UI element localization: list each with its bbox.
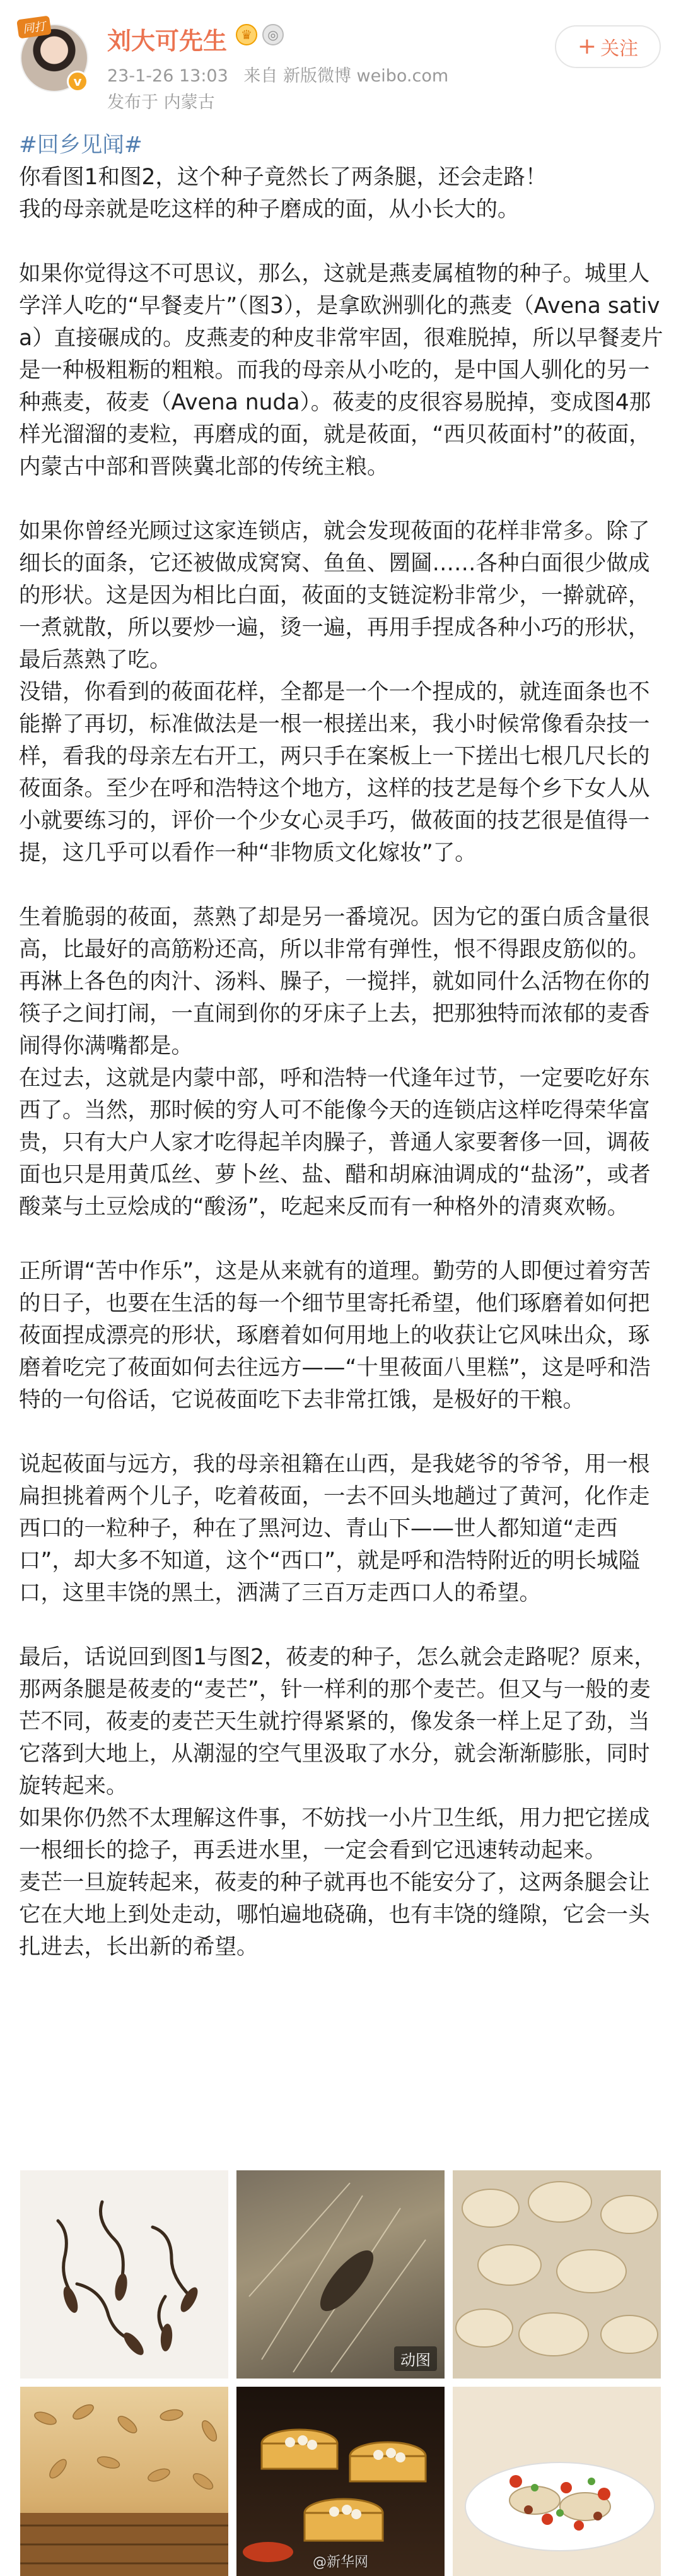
silver-medal-icon[interactable]: ◎ xyxy=(262,24,284,45)
image-awn-closeup[interactable] xyxy=(236,2170,445,2379)
paragraph: 如果你仍然不太理解这件事，不妨找一小片卫生纸，用力把它搓成一根细长的捻子，再丢进水里，一定会看到它迅速转动起来。 xyxy=(19,1806,650,1863)
paragraph: 麦芒一旦旋转起来，莜麦的种子就再也不能安分了，这两条腿会让它在大地上到处走动，哪怕遍地硗确，也有丰饶的缝隙，它会一头扎进去，长出新的希望。 xyxy=(19,1870,650,1960)
post-location: 发布于 内蒙古 xyxy=(107,93,215,112)
gold-medal-icon[interactable]: ♛ xyxy=(236,24,257,45)
paragraph-gap xyxy=(19,869,663,902)
post-timestamp: 23-1-26 13:03 xyxy=(107,66,228,86)
paragraph: 没错，你看到的莜面花样，全都是一个一个捏成的，就连面条也不能擀了再切，标准做法是一根一根搓出来，我小时候常像看杂技一样，看我的母亲左右开工，两只手在案板上一下搓出七根几尺长的莜面条。至少在呼和浩特这个地方，这样的技艺是每个乡下女人从小就要练习的，评价一个少女心灵手巧，做莜面的技艺很是值得一提，这几乎可以看作一种“非物质文化嫁妆”了。 xyxy=(19,679,650,866)
paragraph-gap xyxy=(19,483,663,515)
follow-button[interactable] xyxy=(555,25,661,68)
paragraph: 你看图1和图2，这个种子竟然长了两条腿，还会走路！ xyxy=(19,165,547,190)
post-meta xyxy=(107,62,458,86)
gif-badge: 动图 xyxy=(394,2346,437,2371)
follow-label: 关注 xyxy=(600,38,639,60)
image-youmian-steamers[interactable] xyxy=(236,2387,445,2576)
paragraph-gap xyxy=(19,1223,663,1256)
post-body xyxy=(19,129,663,1963)
paragraph: 正所谓“苦中作乐”，这是从来就有的道理。勤劳的人即便过着穷苦的日子，也要在生活的每一个细节里寄托希望，他们琢磨着如何把莜面捏成漂亮的形状，琢磨着如何用地上的收获让它风味出众，琢磨着吃完了莜面如何去往远方——“十里莜面八里糕”，这是呼和浩特的一句俗话，它说莜面吃下去非常扛饿，是极好的干粮。 xyxy=(19,1259,651,1413)
image-watermark: @新华网 xyxy=(312,2555,368,2570)
paragraph: 如果你曾经光顾过这家连锁店，就会发现莜面的花样非常多。除了细长的面条，它还被做成窝窝、鱼鱼、圐圙……各种白面很少做成的形状。这是因为相比白面，莜面的支链淀粉非常少，一擀就碎，一煮就散，所以要炒一遍，烫一遍，再用手捏成各种小巧的形状，最后蒸熟了吃。 xyxy=(19,519,650,673)
paragraph-gap xyxy=(19,226,663,258)
avatar[interactable] xyxy=(20,20,88,92)
paragraph-gap xyxy=(19,1416,663,1449)
image-naked-oat-grains[interactable] xyxy=(20,2387,228,2576)
plus-icon: + xyxy=(577,33,597,59)
post-source: 来自 新版微博 weibo.com xyxy=(243,66,449,86)
topic-hashtag[interactable]: #回乡见闻# xyxy=(19,132,143,158)
paragraph: 如果你觉得这不可思议，那么，这就是燕麦属植物的种子。城里人学洋人吃的“早餐麦片”（图3），是拿欧洲驯化的燕麦（Avena sativa）直接碾成的。皮燕麦的种皮非常牢固，很难脱掉，所以早餐麦片是一种极粗粝的粗粮。而我的母亲从小吃的，是中国人驯化的另一种燕麦，莜麦（Avena nuda）。莜麦的皮很容易脱掉，变成图4那样光溜溜的麦粒，再磨成的面，就是莜面，“西贝莜面村”的莜面，内蒙古中部和晋陕冀北部的传统主粮。 xyxy=(19,261,663,479)
image-youmian-dish[interactable] xyxy=(453,2387,661,2576)
paragraph: 我的母亲就是吃这样的种子磨成的面，从小长大的。 xyxy=(19,197,520,222)
verified-icon: v xyxy=(67,71,88,92)
paragraph: 说起莜面与远方，我的母亲祖籍在山西，是我姥爷的爷爷，用一根扁担挑着两个儿子，吃着莜面，一去不回头地趟过了黄河，化作走西口的一粒种子，种在了黑河边、青山下——世人都知道“走西口”，却大多不知道，这个“西口”，就是呼和浩特附近的明长城隘口，这里丰饶的黑土，洒满了三百万走西口人的希望。 xyxy=(19,1452,650,1606)
avatar-tag: 同打 xyxy=(16,16,52,39)
paragraph-gap xyxy=(19,1609,663,1642)
paragraph: 在过去，这就是内蒙中部，呼和浩特一代逢年过节，一定要吃好东西了。当然，那时候的穷人可不能像今天的连锁店这样吃得荣华富贵，只有大户人家才吃得起羊肉臊子，普通人家要奢侈一回，调莜面也只是用黄瓜丝、萝卜丝、盐、醋和胡麻油调成的“盐汤”，或者酸菜与土豆烩成的“酸汤”，吃起来反而有一种格外的清爽欢畅。 xyxy=(19,1066,651,1220)
image-grid xyxy=(20,2170,661,2576)
image-oat-flakes[interactable] xyxy=(453,2170,661,2379)
author-name[interactable]: 刘大可先生 xyxy=(107,27,228,55)
image-oat-seeds-awns[interactable] xyxy=(20,2170,228,2379)
post-header xyxy=(0,0,681,126)
paragraph: 生着脆弱的莜面，蒸熟了却是另一番境况。因为它的蛋白质含量很高，比最好的高筋粉还高，所以非常有弹性，恨不得跟皮筋似的。再淋上各色的肉汁、汤料、臊子，一搅拌，就如同什么活物在你的筷子之间打闹，一直闹到你的牙床子上去，把那独特而浓郁的麦香闹得你满嘴都是。 xyxy=(19,905,650,1059)
paragraph: 最后，话说回到图1与图2，莜麦的种子，怎么就会走路呢？原来，那两条腿是莜麦的“麦芒”，针一样利的那个麦芒。但又与一般的麦芒不同，莜麦的麦芒天生就拧得紧紧的，像发条一样上足了劲，当它落到大地上，从潮湿的空气里汲取了水分，就会渐渐膨胀，同时旋转起来。 xyxy=(19,1645,656,1799)
